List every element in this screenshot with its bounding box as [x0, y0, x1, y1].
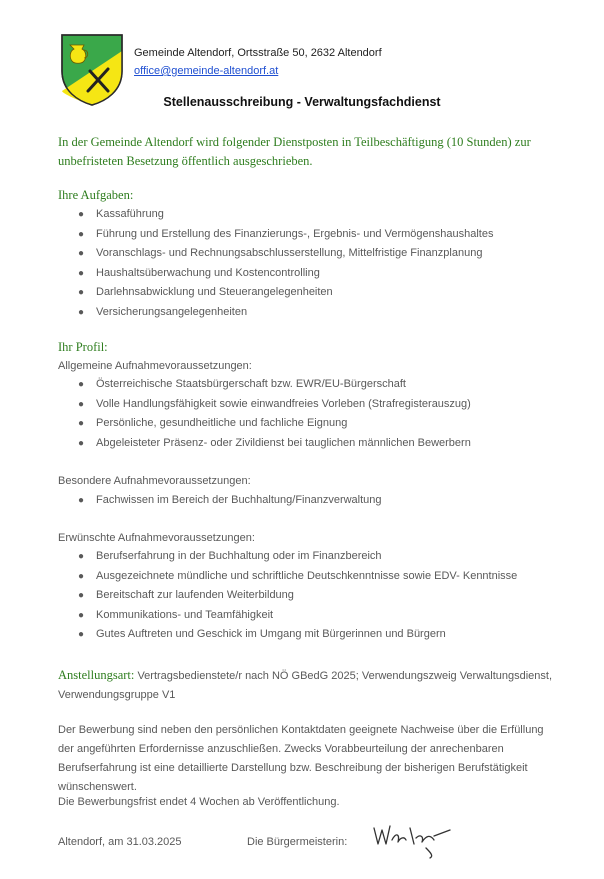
email-link[interactable]: office@gemeinde-altendorf.at [134, 65, 279, 77]
aufgaben-list [58, 205, 493, 322]
list-item: ● Persönliche, gesundheitliche und fachliche Eignung [58, 414, 471, 434]
list-item: ● Bereitschaft zur laufenden Weiterbildung [58, 586, 517, 606]
list-item: ● Österreichische Staatsbürgerschaft bzw. EWR/EU-Bürgerschaft [58, 375, 471, 395]
list-item: ● Voranschlags- und Rechnungsabschlusserstellung, Mittelfristige Finanzplanung [58, 244, 493, 264]
list-item: ● Gutes Auftreten und Geschick im Umgang mit Bürgerinnen und Bürgern [58, 625, 517, 645]
list-item: ● Darlehnsabwicklung und Steuerangelegenheiten [58, 283, 493, 303]
mayor-label: Die Bürgermeisterin: [247, 836, 348, 848]
aufgaben-heading: Ihre Aufgaben: [58, 188, 134, 202]
bullet-icon: ● [78, 228, 85, 240]
bullet-icon: ● [78, 437, 85, 449]
bullet-icon: ● [78, 590, 85, 601]
bewerbung-paragraph: Der Bewerbung sind neben den persönlichen Kontaktdaten geeignete Nachweise über die Erfüllung der angeführten Erfordernisse anzuschließen. Zwecks Vorabbeurteilung der anrechenbaren Berufserfahrung ist eine detaillierte Darstellung bzw. Beschreibung der bisherigen Berufstätigkeit wünschenswert. [58, 724, 544, 793]
anstellungsart [58, 666, 558, 705]
bullet-icon: ● [78, 248, 85, 259]
bullet-icon: ● [78, 267, 85, 279]
besondere-list [58, 491, 382, 511]
bullet-icon: ● [78, 570, 85, 582]
letterhead [134, 44, 382, 80]
list-item: ● Volle Handlungsfähigkeit sowie einwandfreies Vorleben (Strafregisterauszug) [58, 395, 471, 415]
bullet-icon: ● [78, 551, 85, 562]
municipality-address: Gemeinde Altendorf, Ortsstraße 50, 2632 Altendorf [134, 47, 382, 59]
list-item: ● Führung und Erstellung des Finanzierungs-, Ergebnis- und Vermögenshaushaltes [58, 225, 493, 245]
bullet-icon: ● [78, 418, 85, 429]
list-item: ● Kommunikations- und Teamfähigkeit [58, 606, 517, 626]
bullet-icon: ● [78, 495, 85, 506]
list-item: ● Ausgezeichnete mündliche und schriftliche Deutschkenntnisse sowie EDV- Kenntnisse [58, 567, 517, 587]
allgemein-label: Allgemeine Aufnahmevoraussetzungen: [58, 360, 252, 372]
list-item: ● Fachwissen im Bereich der Buchhaltung/Finanzverwaltung [58, 491, 382, 511]
bullet-icon: ● [78, 306, 85, 318]
bewerbungsfrist: Die Bewerbungsfrist endet 4 Wochen ab Veröffentlichung. [58, 796, 340, 808]
bullet-icon: ● [78, 629, 85, 640]
bullet-icon: ● [78, 287, 85, 298]
intro-paragraph: In der Gemeinde Altendorf wird folgender Dienstposten in Teilbeschäftigung (10 Stunden) zur unbefristeten Besetzung öffentlich ausgeschrieben. [58, 135, 531, 168]
list-item: ● Berufserfahrung in der Buchhaltung oder im Finanzbereich [58, 547, 517, 567]
profil-heading: Ihr Profil: [58, 340, 108, 354]
list-item: ● Kassaführung [58, 205, 493, 225]
place-date: Altendorf, am 31.03.2025 [58, 836, 182, 848]
bullet-icon: ● [78, 379, 85, 390]
bullet-icon: ● [78, 398, 85, 410]
document-title: Stellenausschreibung - Verwaltungsfachdienst [163, 95, 441, 109]
besondere-label: Besondere Aufnahmevoraussetzungen: [58, 475, 251, 487]
list-item: ● Haushaltsüberwachung und Kostencontrolling [58, 264, 493, 284]
list-item: ● Abgeleisteter Präsenz- oder Zivildienst bei tauglichen männlichen Bewerbern [58, 434, 471, 454]
bullet-icon: ● [78, 609, 85, 621]
erwuenscht-label: Erwünschte Aufnahmevoraussetzungen: [58, 532, 255, 544]
bullet-icon: ● [78, 209, 85, 220]
allgemein-list [58, 375, 471, 453]
list-item: ● Versicherungsangelegenheiten [58, 303, 493, 323]
erwuenscht-list [58, 547, 517, 645]
anstellungsart-label: Anstellungsart: [58, 668, 135, 682]
anstellungsart-text: Vertragsbedienstete/r nach NÖ GBedG 2025; Verwendungszweig Verwaltungsdienst, Verwendungsgruppe V1 [58, 670, 553, 701]
signature-image [370, 818, 454, 862]
